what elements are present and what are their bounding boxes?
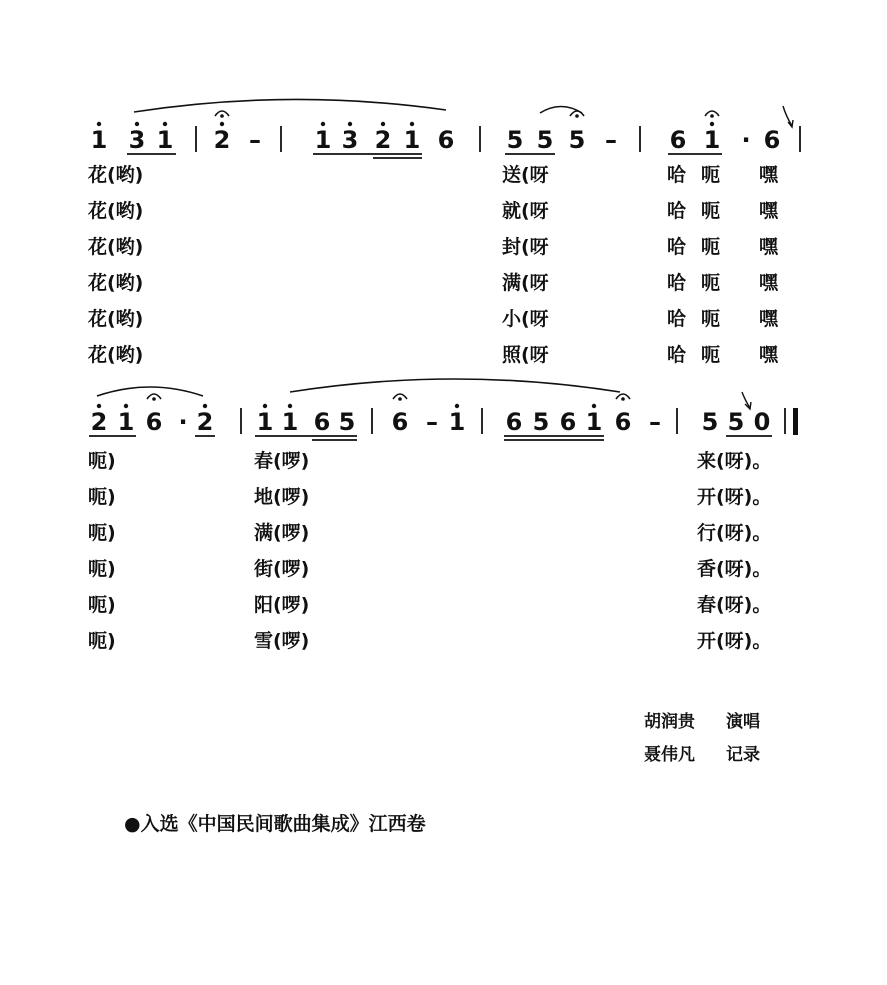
recorder-name: 聂伟凡 [644, 745, 695, 765]
lyric: 行(呀)。 [697, 522, 772, 544]
lyric: 阳(啰) [254, 594, 310, 616]
lyric: 花(哟) [88, 308, 144, 330]
lyric: 开(呀)。 [697, 486, 772, 508]
lyric: 花(哟) [88, 236, 144, 258]
lyric: 封(呀 [502, 236, 549, 258]
note: 1 [256, 408, 274, 436]
singer-name: 胡润贵 [644, 712, 695, 732]
lyric: 呃 [701, 200, 721, 222]
note: 6 [505, 408, 523, 436]
dash: – [605, 126, 617, 154]
lyric: 呃) [88, 486, 116, 508]
note: 6 [614, 408, 632, 436]
lyric: 小(呀 [502, 308, 549, 330]
note: 5 [701, 408, 719, 436]
lyric: 哈 [667, 200, 687, 222]
lyric: 花(哟) [88, 200, 144, 222]
lyric: 就(呀 [502, 200, 549, 222]
recorder-role: 记录 [726, 745, 760, 765]
note: 5 [536, 126, 554, 154]
dash: – [649, 408, 661, 436]
note: 6 [559, 408, 577, 436]
dash: – [249, 126, 261, 154]
note: 1 [156, 126, 174, 154]
note: 6 [313, 408, 331, 436]
note: 6 [145, 408, 163, 436]
lyric: 春(啰) [254, 450, 310, 472]
lyric: 花(哟) [88, 164, 144, 186]
note: 1 [448, 408, 466, 436]
note: 3 [128, 126, 146, 154]
lyric: 嘿 [759, 200, 779, 222]
lyric: 呃 [701, 308, 721, 330]
lyric: 嘿 [759, 308, 779, 330]
lyric: 送(呀 [502, 164, 549, 186]
lyric: 呃 [701, 272, 721, 294]
dash: – [426, 408, 438, 436]
note: 5 [727, 408, 745, 436]
note: 2 [196, 408, 214, 436]
note: 5 [506, 126, 524, 154]
lyric: 哈 [667, 164, 687, 186]
source-note: ●入选《中国民间歌曲集成》江西卷 [124, 813, 426, 835]
lyric: 呃 [701, 236, 721, 258]
lyric: 哈 [667, 272, 687, 294]
lyric: 哈 [667, 308, 687, 330]
lyric: 呃) [88, 522, 116, 544]
lyric: 照(呀 [502, 344, 549, 366]
note: 1 [117, 408, 135, 436]
note: 6 [669, 126, 687, 154]
lyric: 花(哟) [88, 272, 144, 294]
note: 3 [341, 126, 359, 154]
note: 6 [437, 126, 455, 154]
note: 1 [314, 126, 332, 154]
lyric: 呃 [701, 164, 721, 186]
lyric: 嘿 [759, 236, 779, 258]
lyric: 呃 [701, 344, 721, 366]
note: 2 [90, 408, 108, 436]
note: 5 [568, 126, 586, 154]
lyric: 开(呀)。 [697, 630, 772, 652]
lyric: 呃) [88, 450, 116, 472]
note: 1 [403, 126, 421, 154]
note: 1 [703, 126, 721, 154]
note: 5 [338, 408, 356, 436]
note: 1 [585, 408, 603, 436]
lyric: 哈 [667, 344, 687, 366]
lyric: 呃) [88, 594, 116, 616]
lyric: 满(啰) [254, 522, 310, 544]
lyric: 雪(啰) [254, 630, 310, 652]
note: 2 [213, 126, 231, 154]
note: 6 [763, 126, 781, 154]
lyric: 满(呀 [502, 272, 549, 294]
lyric: 呃) [88, 630, 116, 652]
note: 6 [391, 408, 409, 436]
note: 1 [90, 126, 108, 154]
lyric: 嘿 [759, 272, 779, 294]
lyric: 香(呀)。 [697, 558, 772, 580]
lyric: 嘿 [759, 344, 779, 366]
singer-role: 演唱 [726, 712, 760, 732]
note: 5 [532, 408, 550, 436]
lyric: 地(啰) [254, 486, 310, 508]
lyric: 花(哟) [88, 344, 144, 366]
lyric: 街(啰) [254, 558, 310, 580]
dot: · [178, 408, 188, 436]
lyric: 嘿 [759, 164, 779, 186]
note: 1 [281, 408, 299, 436]
dot: · [741, 126, 751, 154]
note: 2 [374, 126, 392, 154]
lyric: 哈 [667, 236, 687, 258]
lyric: 春(呀)。 [697, 594, 772, 616]
lyric: 呃) [88, 558, 116, 580]
note: 0 [753, 408, 771, 436]
lyric: 来(呀)。 [697, 450, 772, 472]
